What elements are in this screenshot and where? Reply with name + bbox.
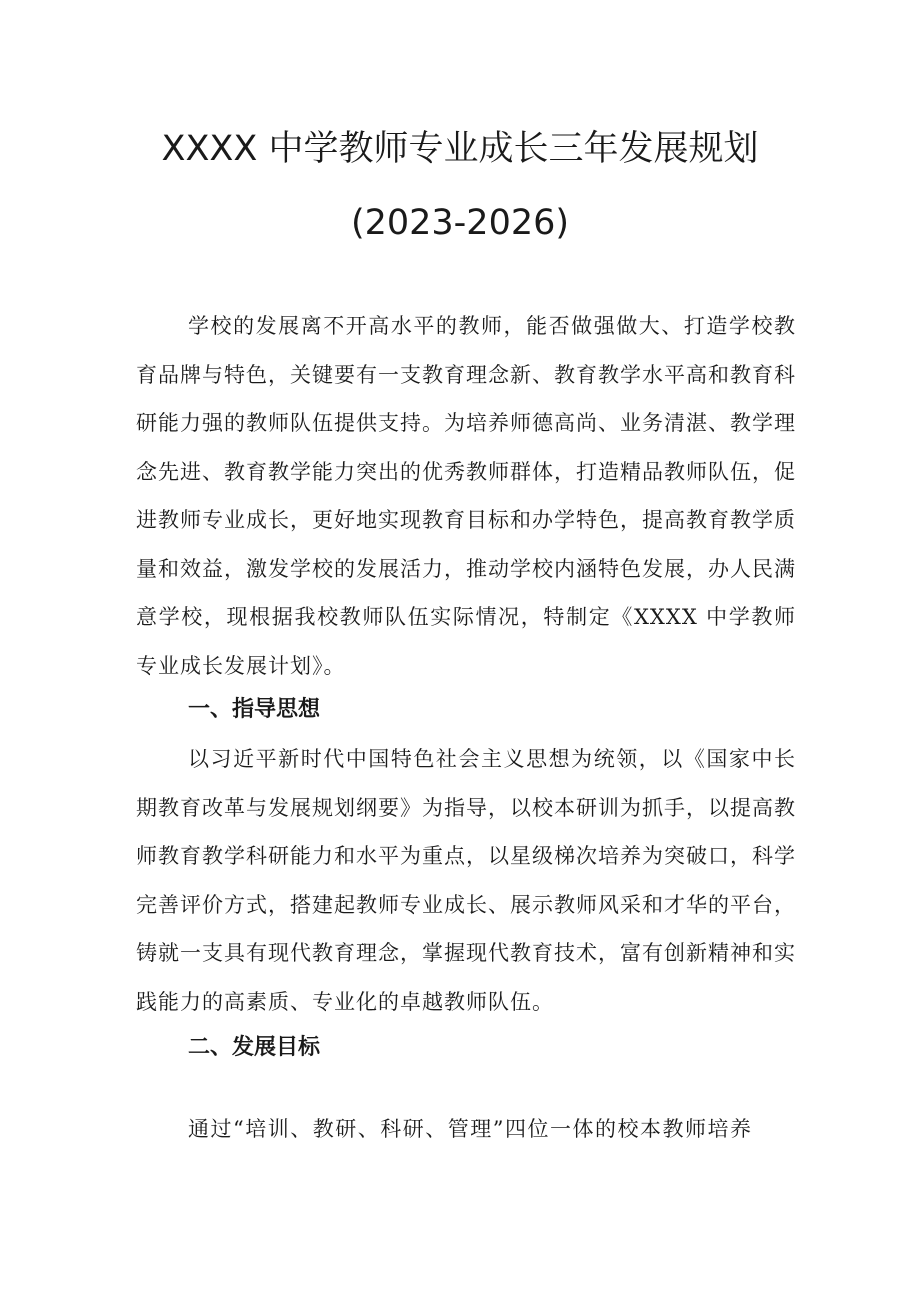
section-heading-guiding-ideology: 一、指导思想 <box>188 697 321 722</box>
section-body-guiding-ideology: 以习近平新时代中国特色社会主义思想为统领，以《国家中长期教育改革与发展规划纲要》为指导，以校本研训为抓手，以提高教师教育教学科研能力和水平为重点，以星级梯次培养为突破口，科学完善评价方式，搭建起教师专业成长、展示教师风采和才华的平台，铸就一支具有现代教育理念，掌握现代教育技术，富有创新精神和实践能力的高素质、专业化的卓越教师队伍。 <box>136 747 796 1014</box>
document-title: XXXX 中学教师专业成长三年发展规划 <box>161 129 759 169</box>
intro-paragraph: 学校的发展离不开高水平的教师，能否做强做大、打造学校教育品牌与特色，关键要有一支教育理念新、教育教学水平高和教育科研能力强的教师队伍提供支持。为培养师德高尚、业务清湛、教学理念先进、教育教学能力突出的优秀教师群体，打造精品教师队伍，促进教师专业成长，更好地实现教育目标和办学特色，提高教育教学质量和效益，激发学校的发展活力，推动学校内涵特色发展，办人民满意学校，现根据我校教师队伍实际情况，特制定《XXXX 中学教师专业成长发展计划》。 <box>136 314 796 678</box>
section-heading-development-goals: 二、发展目标 <box>188 1035 321 1060</box>
document-subtitle: (2023-2026) <box>350 203 570 243</box>
section-body-development-goals: 通过“培训、教研、科研、管理”四位一体的校本教师培养 <box>188 1117 753 1141</box>
